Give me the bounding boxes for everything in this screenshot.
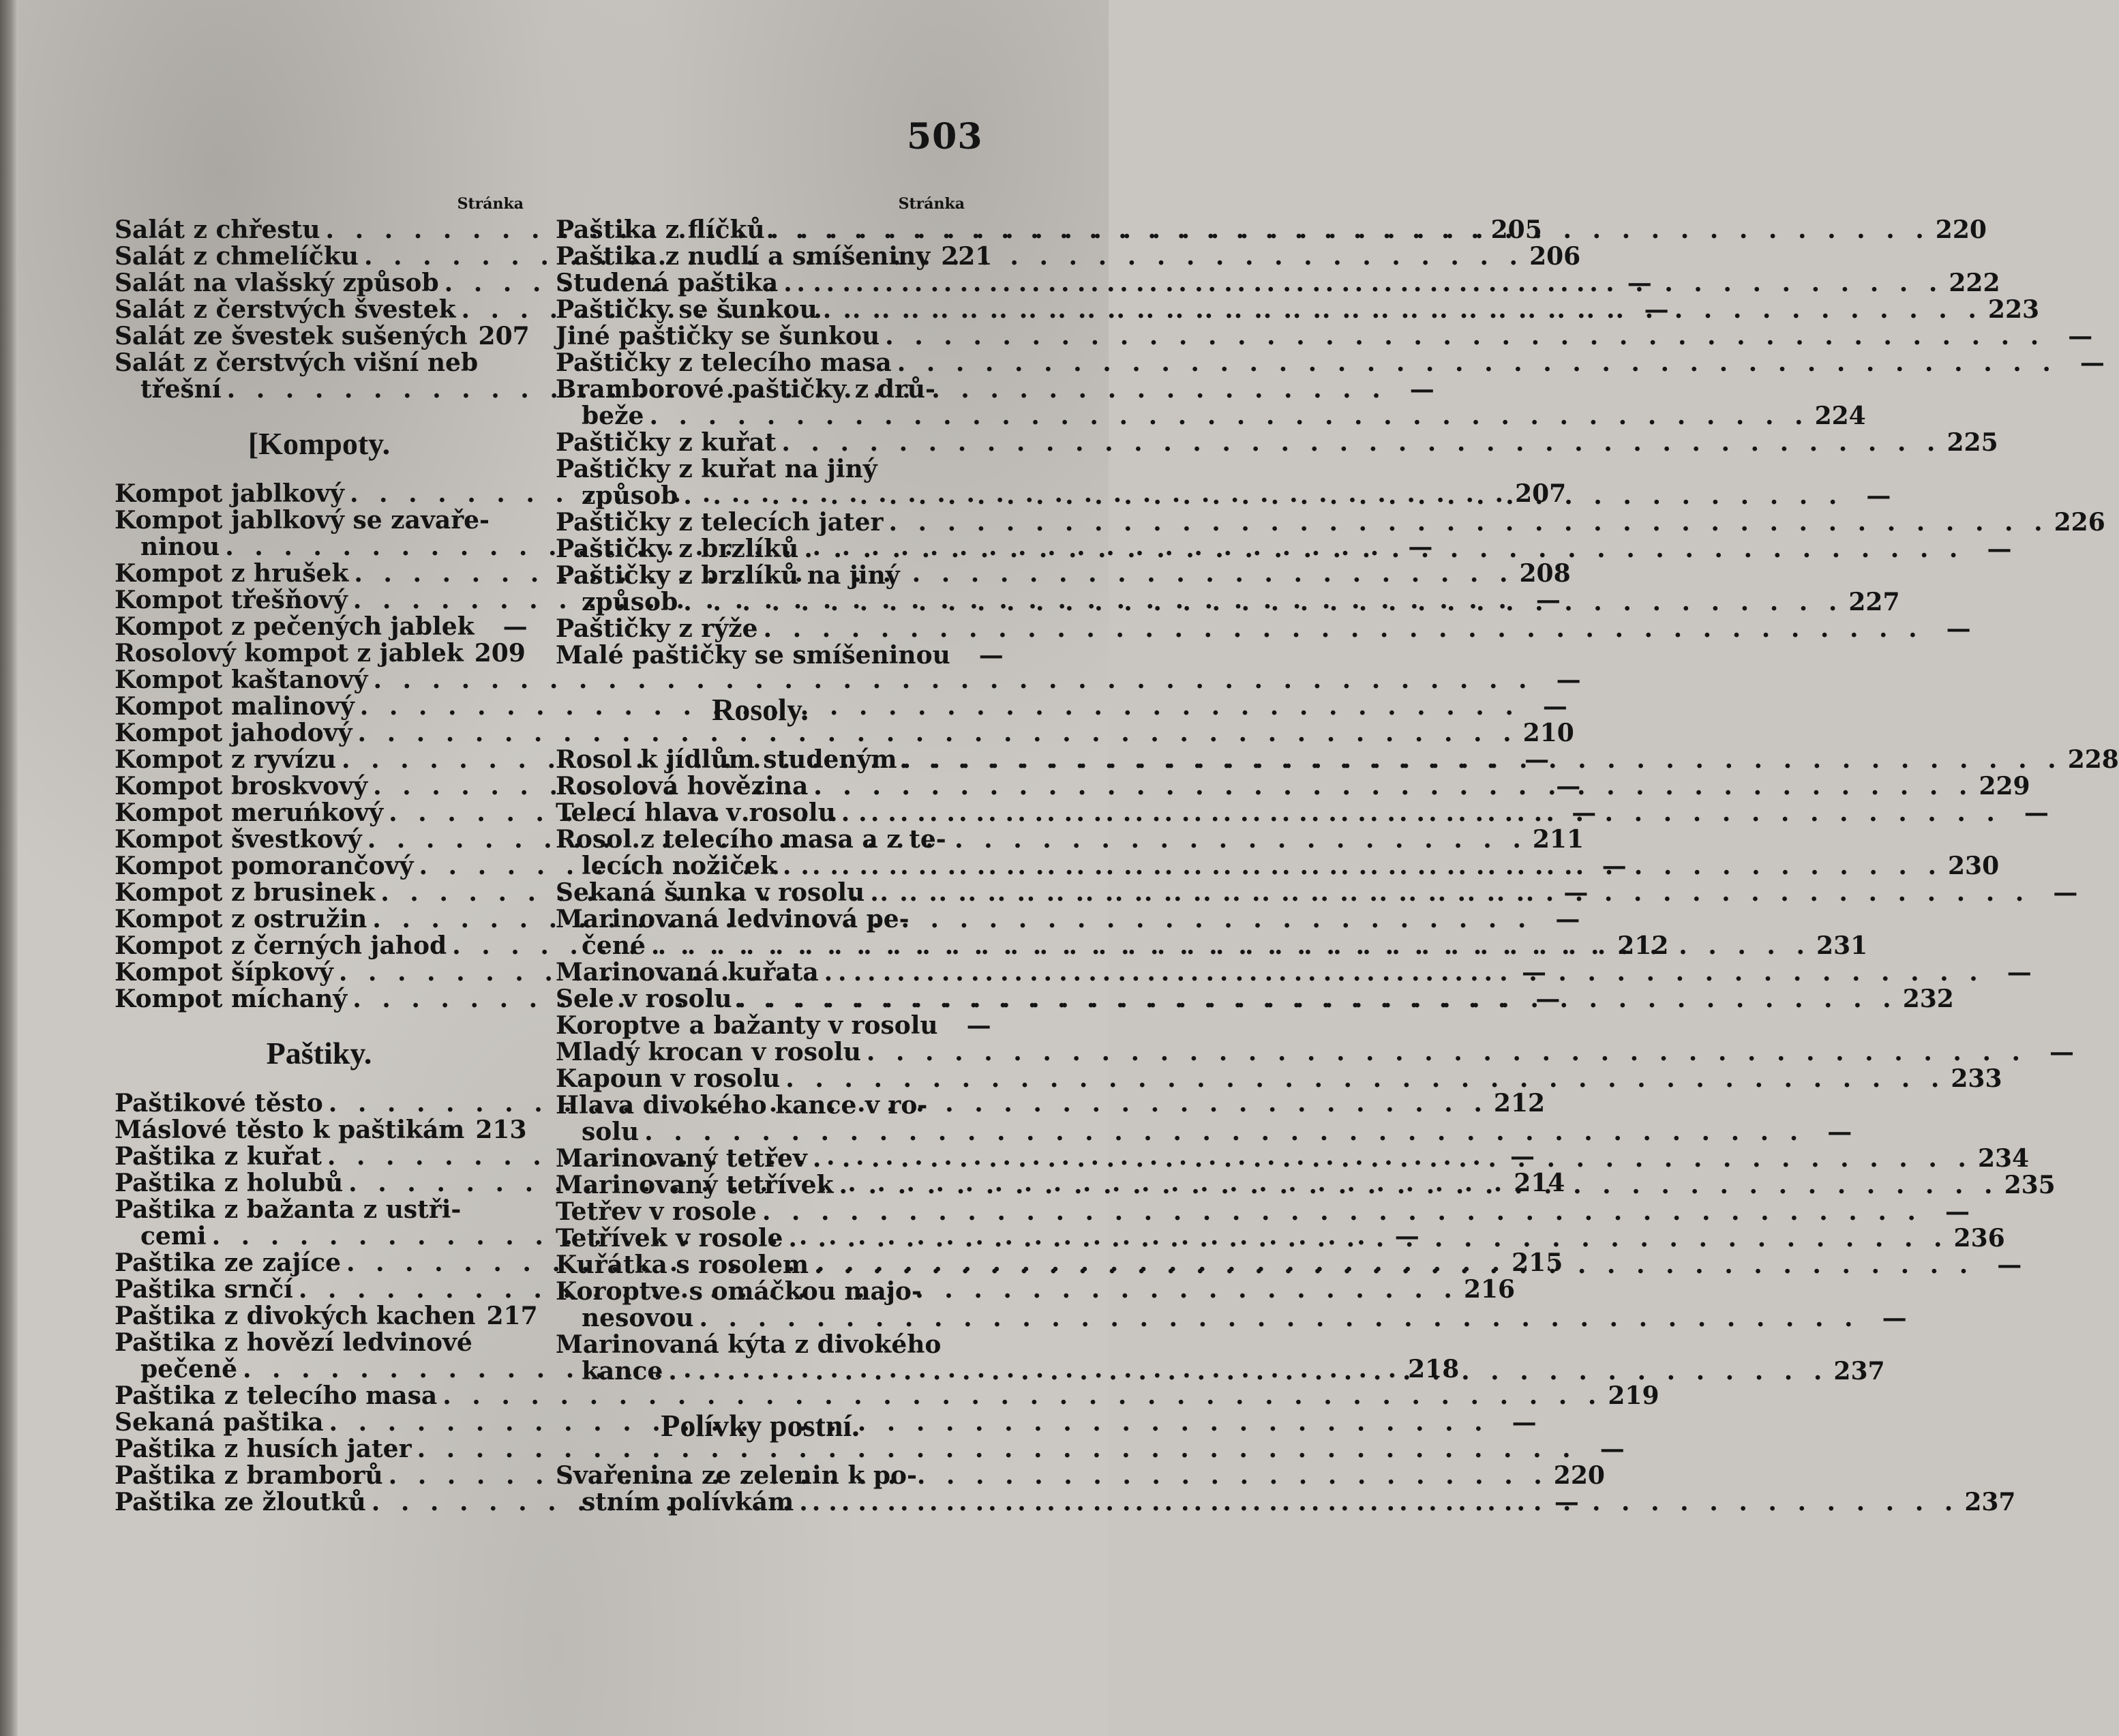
entry-page-number: —	[1866, 481, 1891, 510]
index-entry	[115, 322, 530, 350]
entry-title: Paštičky z brzlíků na jiný	[556, 561, 900, 590]
entry-page-number: 230	[1948, 852, 2000, 880]
entry-title: beže	[582, 402, 644, 430]
entry-page-number: —	[978, 641, 1004, 670]
leader-dots	[813, 773, 1973, 800]
index-entry	[556, 376, 965, 403]
entry-page-number: 229	[1979, 772, 2030, 800]
entry-title: Salát z čerstvých švestek	[115, 295, 456, 324]
leader-dots	[841, 800, 2001, 826]
entry-page-number: —	[2079, 348, 2105, 377]
index-entry	[556, 826, 965, 853]
entry-title: Salát z chmelíčku	[115, 242, 359, 271]
leader-dots	[738, 986, 1897, 1013]
entry-title: Jiné paštičky se šunkou	[556, 322, 880, 350]
entry-page-number: —	[1554, 1488, 1579, 1516]
entry-title: Koroptve a bažanty v rosolu	[556, 1011, 938, 1040]
leader-dots	[762, 1199, 1922, 1225]
entry-page-number: —	[2049, 1038, 2075, 1066]
entry-title: Rosolová hovězina	[556, 772, 809, 800]
index-entry	[556, 535, 2012, 563]
entry-page-number: —	[966, 1011, 991, 1040]
entry-title: Kompot z ryvízu	[115, 745, 337, 774]
entry-title: Tetřev v rosole	[556, 1197, 757, 1226]
index-entry	[556, 1038, 2075, 1066]
entry-title: Tetřívek v rosole	[556, 1224, 783, 1253]
index-entry	[556, 508, 2105, 537]
entry-title: Salát z čerstvých višní neb	[115, 348, 479, 377]
entry-title: Paštičky z telecího masa	[556, 348, 892, 377]
entry-title: Paštika z kuřat	[115, 1142, 322, 1171]
leader-dots	[799, 1489, 1959, 1516]
section-heading: Paštiky.	[266, 1036, 372, 1071]
entry-title: Kompot malinový	[115, 692, 355, 721]
entry-title: solu	[582, 1118, 640, 1146]
entry-title: Salát z chřestu	[115, 215, 320, 244]
entry-title: Kompot z ostružin	[115, 905, 367, 933]
index-entry	[556, 641, 1004, 670]
entry-title: čené	[582, 931, 646, 960]
entry-page-number: —	[2053, 878, 2078, 907]
entry-title: Paštika ze žloutků	[115, 1488, 366, 1516]
entry-title: Sekaná paštika	[115, 1408, 324, 1437]
entry-page-number: —	[1409, 375, 1434, 404]
leader-dots	[839, 1169, 1998, 1199]
leader-dots	[651, 933, 1811, 959]
leader-dots	[785, 1066, 1945, 1092]
entry-page-number: —	[1602, 852, 1627, 880]
entry-page-number: —	[1556, 772, 1581, 800]
entry-page-number: 219	[1608, 1381, 1659, 1410]
entry-page-number: —	[1563, 878, 1589, 907]
entry-page-number: 227	[1848, 588, 1900, 616]
index-entry	[556, 1092, 965, 1119]
entry-page-number: 212	[1493, 1089, 1546, 1118]
leader-dots	[683, 479, 1843, 509]
index-entry-continuation	[556, 1304, 1907, 1332]
leader-dots	[668, 1355, 1828, 1385]
entry-title: Kompot z pečených jablek	[115, 612, 475, 641]
leader-dots	[644, 1119, 1804, 1146]
entry-page-number: 234	[1977, 1144, 2030, 1173]
entry-page-number: —	[1946, 614, 1971, 643]
index-entry	[556, 322, 2093, 350]
entry-page-number: 233	[1951, 1064, 2002, 1093]
entry-title: Marinovaná ledvinová pe-	[556, 905, 910, 933]
entry-title: Sele v rosolu	[556, 985, 732, 1013]
entry-title: Marinovaný tetřev	[556, 1144, 807, 1173]
index-entry	[556, 878, 2078, 907]
leader-dots	[783, 270, 1943, 297]
leader-dots	[804, 533, 1964, 563]
entry-page-number: —	[1997, 1251, 2022, 1279]
entry-title: nesovou	[582, 1304, 694, 1332]
index-entry	[556, 1144, 2030, 1173]
entry-title: způsob	[582, 481, 678, 510]
index-entry	[115, 1435, 1625, 1463]
index-entry	[556, 269, 2000, 297]
entry-title: Marinovaný tetřívek	[556, 1171, 834, 1199]
leader-dots	[897, 350, 2057, 376]
leader-dots	[823, 297, 1983, 323]
leader-dots	[699, 1305, 1859, 1332]
entry-title: Kompot z černých jahod	[115, 931, 447, 960]
entry-title: Mladý krocan v rosolu	[556, 1038, 861, 1066]
entry-title: Rosolový kompot z jablek	[115, 639, 464, 668]
entry-page-number: —	[1644, 295, 1669, 324]
entry-page-number: 218	[1408, 1355, 1460, 1383]
entry-page-number: 220	[1553, 1461, 1605, 1490]
entry-title: Salát na vlašský způsob	[115, 269, 439, 297]
entry-title: Paštika z nudlí a smíšeniny	[556, 242, 931, 271]
entry-page-number: —	[1987, 535, 2012, 563]
leader-dots	[783, 853, 1942, 880]
entry-title: Kompot jablkový se zavaře-	[115, 506, 490, 535]
entry-page-number: —	[2007, 958, 2032, 987]
entry-title: Kompot z hrušek	[115, 559, 349, 588]
section-heading: [Kompoty.	[247, 426, 391, 461]
entry-title: Marinovaná kuřata	[556, 958, 819, 987]
entry-page-number: 235	[2004, 1171, 2056, 1199]
leader-dots	[788, 1222, 1948, 1252]
entry-page-number: 228	[2067, 745, 2119, 774]
entry-page-number: —	[2024, 798, 2049, 827]
entry-title: Svařenina ze zelenin k po-	[556, 1461, 917, 1490]
leader-dots	[867, 1039, 2026, 1066]
entry-page-number: 207	[1515, 479, 1567, 508]
entry-page-number: 225	[1947, 428, 1998, 457]
entry-page-number: 226	[2054, 508, 2105, 537]
section-heading: Rosoly.	[712, 692, 809, 727]
entry-title: Kompot míchaný	[115, 985, 348, 1013]
leader-dots	[870, 880, 2030, 906]
index-entry	[115, 1330, 524, 1356]
entry-title: Kapoun v rosolu	[556, 1064, 781, 1093]
entry-page-number: —	[1524, 745, 1550, 774]
entry-page-number: —	[1882, 1304, 1907, 1332]
entry-title: Máslové těsto k paštikám	[115, 1116, 465, 1144]
entry-title: cemi	[140, 1222, 207, 1251]
index-entry	[556, 1332, 965, 1358]
index-entry	[556, 563, 965, 589]
leader-dots	[770, 217, 1930, 243]
entry-page-number: 217	[486, 1302, 538, 1330]
entry-title: Paštika z hovězí ledvinové	[115, 1328, 472, 1357]
entry-page-number: 213	[475, 1116, 527, 1144]
entry-title: pečeně	[140, 1355, 237, 1383]
entry-page-number: —	[1599, 1435, 1625, 1463]
entry-title: Kuřátka s rosolem	[556, 1251, 809, 1279]
entry-title: Kompot jahodový	[115, 719, 352, 747]
entry-title: způsob	[582, 588, 678, 616]
entry-page-number: 216	[1463, 1275, 1516, 1304]
entry-page-number: —	[1827, 1118, 1852, 1146]
index-entry	[556, 1197, 1970, 1226]
entry-title: Kompot třešňový	[115, 586, 348, 614]
index-entry	[556, 456, 965, 483]
entry-page-number: 222	[1949, 269, 2000, 297]
entry-title: Salát ze švestek sušených	[115, 322, 468, 350]
entry-page-number: 210	[1522, 719, 1574, 747]
index-entry	[556, 295, 2040, 324]
index-entry-continuation	[556, 402, 1866, 430]
entry-title: Paštika z bažanta z ustři-	[115, 1195, 462, 1224]
entry-title: Paštičky se šunkou	[556, 295, 817, 324]
entry-title: Kompot z brusinek	[115, 878, 376, 907]
entry-title: Paštikové těsto	[115, 1089, 323, 1118]
index-entry	[115, 665, 1581, 694]
index-entry	[556, 985, 1954, 1013]
leader-dots	[885, 323, 2045, 350]
entry-title: Paštičky z brzlíků	[556, 535, 799, 563]
leader-dots	[888, 509, 2048, 536]
index-entry	[556, 745, 2119, 774]
column-header-page-label: Stránka	[898, 195, 965, 213]
entry-page-number: —	[1535, 985, 1561, 1013]
entry-page-number: 220	[1935, 215, 1987, 244]
index-entry	[556, 1064, 2002, 1093]
entry-title: Bramborové paštičky z drů-	[556, 375, 935, 404]
entry-page-number: 215	[1512, 1248, 1563, 1277]
entry-title: Kompot broskvový	[115, 772, 368, 800]
entry-page-number: 211	[1532, 825, 1584, 854]
entry-page-number: —	[1509, 1142, 1535, 1171]
index-entry	[556, 772, 2030, 800]
entry-title: Paštika srnčí	[115, 1275, 293, 1304]
entry-title: Kompot pomorančový	[115, 852, 414, 880]
index-entry	[556, 614, 1971, 643]
entry-title: Kompot švestkový	[115, 825, 362, 854]
entry-page-number: 232	[1902, 985, 1954, 1013]
entry-page-number: 231	[1816, 931, 1868, 960]
index-entry	[115, 640, 524, 667]
entry-page-number: 236	[1953, 1224, 2005, 1253]
entry-page-number: —	[1521, 958, 1546, 987]
entry-title: Paštika z divokých kachen	[115, 1302, 476, 1330]
leader-dots	[824, 959, 1984, 986]
entry-page-number: —	[1555, 905, 1580, 933]
entry-title: Studená paštika	[556, 269, 779, 297]
index-entry	[115, 1197, 524, 1223]
index-entry	[556, 906, 965, 933]
entry-page-number: —	[502, 612, 528, 641]
entry-title: Marinovaná kýta z divokého	[556, 1330, 942, 1359]
entry-title: Rosol z telecího masa a z te-	[556, 825, 946, 854]
entry-title: třešní	[140, 375, 222, 404]
entry-page-number: —	[1542, 692, 1567, 721]
entry-title: Sekaná šunka v rosolu	[556, 878, 865, 907]
entry-page-number: —	[2068, 322, 2093, 350]
leader-dots	[764, 616, 1923, 642]
index-entry-continuation	[556, 852, 2000, 880]
entry-page-number: 214	[1514, 1169, 1565, 1197]
leader-dots	[649, 403, 1809, 430]
entry-title: Kompot šípkový	[115, 958, 333, 987]
entry-page-number: 205	[1490, 215, 1542, 244]
entry-title: Paštika ze zajíce	[115, 1248, 341, 1277]
entry-page-number: —	[1512, 1408, 1537, 1437]
entry-title: lecích nožiček	[582, 852, 777, 880]
leader-dots	[781, 430, 1941, 456]
entry-page-number: 206	[1529, 242, 1581, 271]
entry-page-number: —	[1572, 798, 1597, 827]
entry-page-number: 223	[1987, 295, 2040, 324]
index-entry-continuation	[556, 588, 1900, 616]
leader-dots	[813, 1146, 1972, 1172]
entry-title: Kompot meruńkový	[115, 798, 384, 827]
entry-page-number: 237	[1964, 1488, 2016, 1516]
index-entry	[115, 1381, 1659, 1410]
book-spine-shadow	[0, 0, 18, 1736]
index-entry	[115, 1116, 527, 1144]
entry-title: Kompot jablkový	[115, 479, 344, 508]
leader-dots	[814, 1248, 1974, 1278]
entry-page-number: 208	[1519, 559, 1571, 588]
entry-page-number: 224	[1814, 402, 1866, 430]
index-entry	[556, 1224, 2005, 1253]
entry-page-number: 209	[474, 639, 526, 668]
entry-title: Paštičky z kuřat	[556, 428, 777, 457]
entry-page-number: —	[1944, 1197, 1970, 1226]
entry-page-number: —	[1408, 533, 1433, 561]
entry-title: Koroptve s omáčkou majo-	[556, 1277, 922, 1306]
entry-title: Hlava divokého kance v ro-	[556, 1091, 928, 1120]
entry-title: ninou	[140, 533, 220, 561]
entry-title: Paštika z flíčků	[556, 215, 765, 244]
entry-title: Paštičky z kuřat na jiný	[556, 455, 877, 483]
entry-title: Paštika z bramborů	[115, 1461, 383, 1490]
index-entry	[556, 242, 993, 271]
entry-title: Malé paštičky se smíšeninou	[556, 641, 950, 670]
index-entry	[115, 719, 1574, 747]
entry-title: Paštika z holubů	[115, 1169, 344, 1197]
index-entry	[115, 507, 524, 534]
index-entry	[556, 1463, 965, 1489]
entry-title: Rosol k jídlům studeným	[556, 745, 897, 774]
entry-page-number: 207	[478, 322, 530, 350]
index-entry	[556, 798, 2049, 827]
index-entry	[115, 350, 524, 376]
index-entry	[115, 612, 528, 641]
index-entry	[556, 958, 2032, 987]
entry-title: kance	[582, 1357, 663, 1386]
entry-title: Paštika z husích jater	[115, 1435, 412, 1463]
entry-title: Telecí hlava v rosolu	[556, 798, 836, 827]
entry-page-number: —	[1535, 586, 1561, 614]
page-number: 503	[907, 116, 983, 158]
entry-page-number: 212	[1617, 931, 1669, 960]
section-heading: Polívky postní.	[661, 1408, 860, 1443]
entry-page-number: —	[1556, 665, 1581, 694]
entry-page-number: —	[1627, 269, 1652, 297]
column-header-page-label: Stránka	[457, 195, 524, 213]
entry-page-number: 237	[1833, 1357, 1885, 1386]
entry-title: stním polívkám	[582, 1488, 794, 1516]
index-entry	[556, 1278, 965, 1305]
entry-title: Paštičky z telecích jater	[556, 508, 884, 537]
leader-dots	[683, 586, 1843, 616]
leader-dots	[903, 747, 2062, 773]
index-entry-continuation	[556, 1488, 2016, 1516]
entry-page-number: —	[1394, 1222, 1419, 1251]
entry-title: Paštika z telecího masa	[115, 1381, 438, 1410]
index-entry	[115, 1302, 538, 1330]
entry-page-number: 221	[941, 242, 993, 271]
index-entry	[556, 348, 2105, 377]
entry-title: Kompot kaštanový	[115, 665, 368, 694]
index-entry-continuation	[556, 1118, 1852, 1146]
entry-title: Paštičky z rýže	[556, 614, 758, 643]
index-entry	[556, 428, 1998, 457]
index-entry	[556, 1011, 991, 1040]
